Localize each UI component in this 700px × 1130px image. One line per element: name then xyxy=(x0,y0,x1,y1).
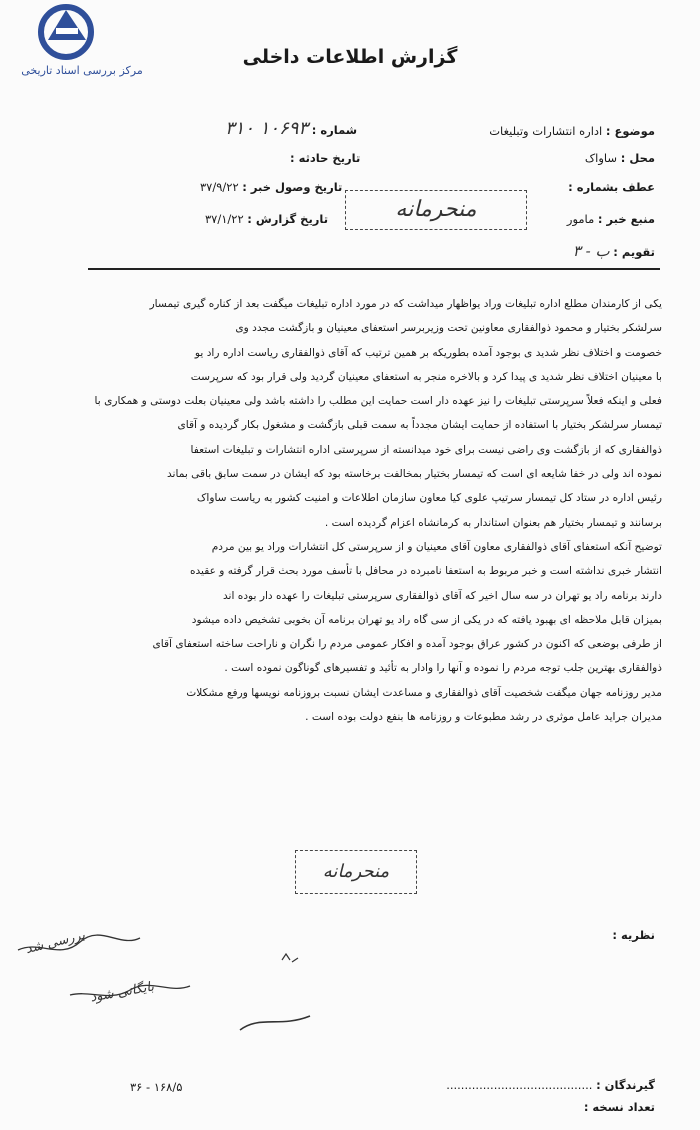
location-field: محل : ساواک xyxy=(584,151,655,165)
body-line: انتشار خبری نداشته است و خبر مربوط به استعفا نامبرده در محافل با تأسف مورد بحث قرار گرفته و عقیده xyxy=(189,565,662,578)
body-line: رئیس اداره در ستاد کل تیمسار سرتیپ علوی کیا معاون سازمان اطلاعات و امنیت کشور به ریاست ساواک xyxy=(196,492,662,505)
body-line: برسانند و تیمسار بختیار هم بعنوان استاندار به کرمانشاه اعزام گردیده است . xyxy=(324,516,662,529)
report-date-field: تاریخ گزارش : ۳۷/۱/۲۲ xyxy=(205,212,329,226)
body-line: توضیح آنکه استعفای آقای ذوالفقاری معاون آقای معینیان و از سرپرستی کل انتشارات وراد یو بین مردم xyxy=(211,540,662,553)
body-line: تیمسار سرلشکر بختیار با استفاده از حمایت ایشان مجدداً به سمت قبلی بازگشت و مشغول بکار گردیده و آقای xyxy=(177,419,662,432)
body-line: بمیزان قابل ملاحظه ای بهبود یافته که در یکی از سی گاه راد یو تهران برنامه آن بخوبی تشخیص داده میشود xyxy=(191,613,662,626)
subject-field: موضوع : اداره انتشارات وتبلیغات xyxy=(489,124,655,138)
confidential-stamp-bottom: منحرمانه xyxy=(295,850,417,894)
handwriting-scribbles xyxy=(10,920,340,1050)
handwritten-note-1: بررسی شد xyxy=(24,927,87,958)
opinion-field: نظریه : xyxy=(612,928,655,942)
body-line: مدیر روزنامه جهان میگفت شخصیت آقای ذوالفقاری و مساعدت ایشان نسبت بروزنامه نویسها ورفع مشکلات xyxy=(186,686,662,699)
source-field: منبع خبر : مامور xyxy=(566,212,655,226)
header-divider xyxy=(88,268,660,270)
number-field: شماره : ۱۰۶۹۳ ۳۱۰ xyxy=(225,118,358,139)
body-line: یکی از کارمندان مطلع اداره تبلیغات وراد یواظهار میداشت که در مورد اداره تبلیغات میگفت بعد از کناره گیری تیمسار xyxy=(149,298,662,310)
body-line: نموده اند ولی در خفا شایعه ای است که تیمسار بختیار بمخالفت برخاسته بود که ایشان در سمت سابق باقی بماند xyxy=(166,468,662,481)
body-line: دارند برنامه راد یو تهران در سه سال اخیر که آقای ذوالفقاری سرپرستی تبلیغات را عهده دار بوده اند xyxy=(222,589,662,602)
body-line: ذوالفقاری که از بازگشت وی راضی نیست برای خود میدانسته از سرپرستی اداره انتشارات و تبلیغات استعفا xyxy=(190,443,662,456)
body-line: فعلی و اینکه فعلاً سرپرستی تبلیغات را نیز عهده دار است حمایت این مطلب را داشته باشد ولی معینیان بعلت دوستی و همکاری با xyxy=(94,395,662,408)
evaluation-field: تقویم : ب - ۳ xyxy=(572,242,655,260)
body-line: سرلشکر بختیار و محمود ذوالفقاری معاونین تحت وزیربرسر استعفای معینیان و بازگشت مجدد وی xyxy=(235,322,662,335)
archive-caption: مرکز بررسی اسناد تاریخی xyxy=(21,64,143,77)
event-date-field: تاریخ حادثه : xyxy=(290,151,361,165)
report-body xyxy=(70,292,662,729)
handwritten-note-2: بایگانی شود xyxy=(89,979,156,1006)
confidential-stamp-top: منحرمانه xyxy=(345,190,527,230)
body-line: مدیران جراید عامل موثری در رشد مطبوعات و روزنامه ها بنفع دولت بوده است . xyxy=(305,711,662,724)
archive-code: ۳۶ - ۱۶۸/۵ xyxy=(130,1080,183,1094)
archive-logo xyxy=(8,2,143,82)
ref-number-field: عطف بشماره : xyxy=(568,180,655,194)
body-line: ذوالفقاری بهترین جلب توجه مردم را نموده و آنها را وادار به تأئید و تفسیرهای گوناگون نموده است . xyxy=(224,662,662,675)
receipt-date-field: تاریخ وصول خبر : ۳۷/۹/۲۲ xyxy=(200,180,343,194)
body-line: با معینیان اختلاف نظر شدید ی پیدا کرد و بالاخره منجر به استعفای معینیان گردید ولی قرار بود که سرپرست xyxy=(190,370,662,383)
body-line: از طرفی بوضعی که اکنون در کشور عراق بوجود آمده و افکار عمومی مردم را نگران و ناراحت ساخته استعفای آقای xyxy=(152,638,662,651)
recipients-field: گیرندگان : ........................................ xyxy=(446,1078,655,1092)
body-line: خصومت و اختلاف نظر شدید ی بوجود آمده بطوریکه بر همین ترتیب که آقای ذوالفقاری ریاست اداره راد یو xyxy=(194,346,662,359)
copies-field: تعداد نسخه : xyxy=(583,1100,655,1114)
document-title: گزارش اطلاعات داخلی xyxy=(242,46,458,68)
